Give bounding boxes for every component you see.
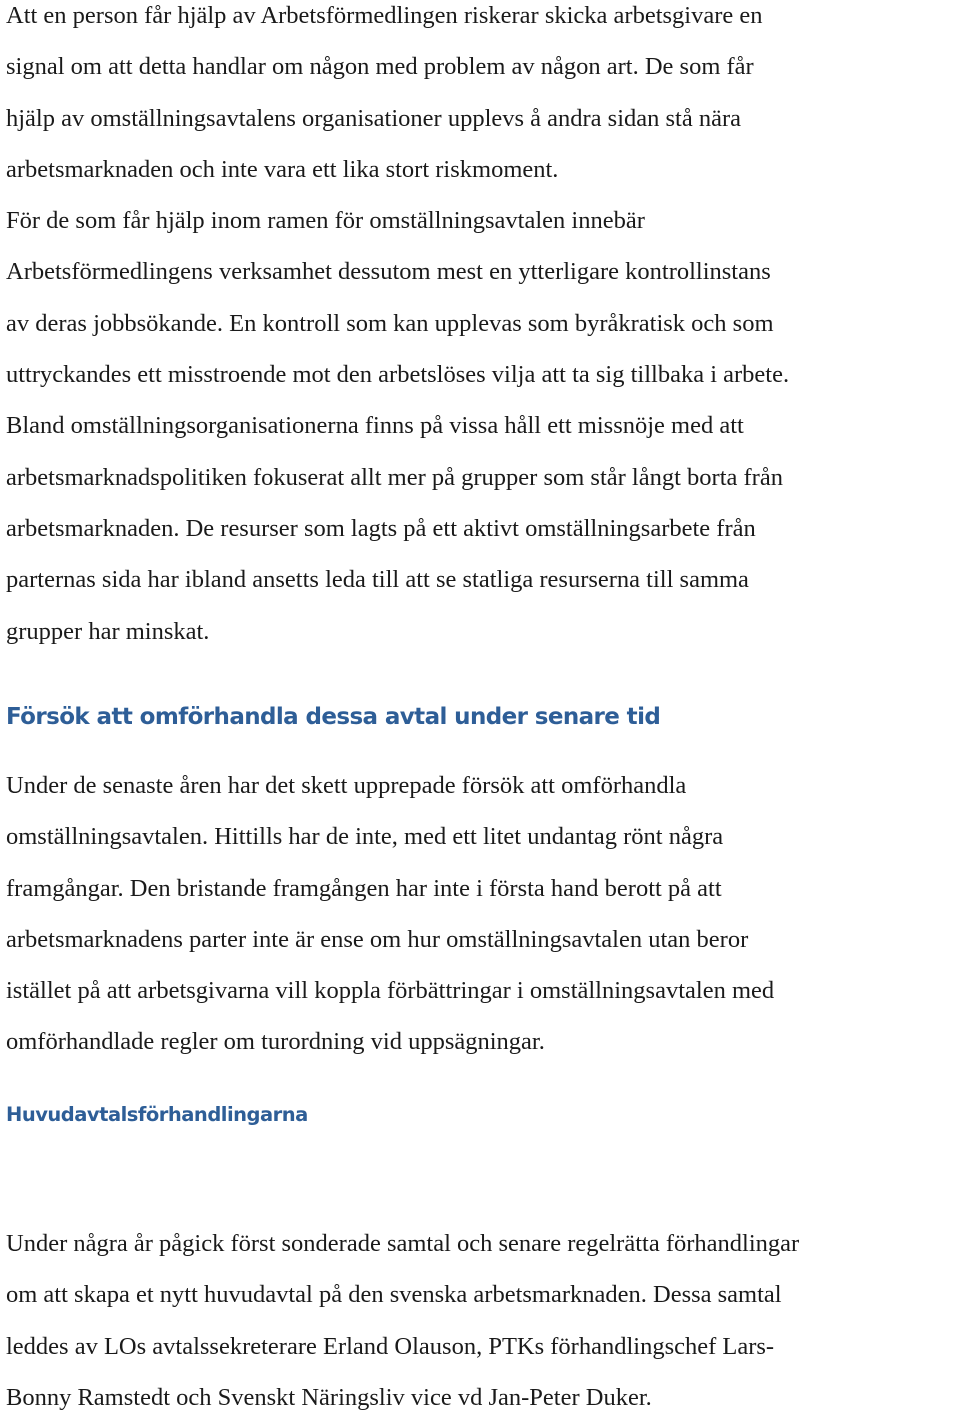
text-line: istället på att arbetsgivarna vill koppla förbättringar i omställningsavtalen med [6,977,775,1005]
text-line: arbetsmarknaden och inte vara ett lika stort riskmoment. [6,155,559,183]
text-line: Arbetsförmedlingens verksamhet dessutom mest en ytterligare kontrollinstans [6,258,771,286]
text-line: Under de senaste åren har det skett upprepade försök att omförhandla [6,772,687,799]
text-line: om att skapa et nytt huvudavtal på den svenska arbetsmarknaden. Dessa samtal [6,1281,782,1309]
text-line: grupper har minskat. [6,617,210,645]
section-heading-huvudavtal: Huvudavtalsförhandlingarna [6,1103,308,1126]
text-line: För de som får hjälp inom ramen för omställningsavtalen innebär [6,207,645,235]
text-line: hjälp av omställningsavtalens organisationer upplevs å andra sidan stå nära [6,104,742,132]
text-line: Bonny Ramstedt och Svenskt Näringsliv vice vd Jan-Peter Duker. [6,1383,652,1411]
text-line: Bland omställningsorganisationerna finns på vissa håll ett missnöje med att [6,412,744,440]
text-line: signal om att detta handlar om någon med problem av någon art. De som får [6,53,754,81]
text-line: omförhandlade regler om turordning vid uppsägningar. [6,1028,545,1056]
text-line: Att en person får hjälp av Arbetsförmedlingen riskerar skicka arbetsgivare en [6,2,763,29]
text-line: arbetsmarknadspolitiken fokuserat allt mer på grupper som står långt borta från [6,463,783,491]
text-line: omställningsavtalen. Hittills har de inte, med ett litet undantag rönt några [6,823,724,851]
text-line: uttryckandes ett misstroende mot den arbetslöses vilja att ta sig tillbaka i arbete. [6,361,790,389]
text-line: av deras jobbsökande. En kontroll som kan upplevas som byråkratisk och som [6,309,774,337]
paragraph-arbetsformedlingen [6,0,789,657]
paragraph-omforhandla [6,760,774,1068]
paragraph-huvudavtal [6,1218,799,1423]
text-line: arbetsmarknadens parter inte är ense om hur omställningsavtalen utan beror [6,925,749,953]
text-line: parternas sida har ibland ansetts leda till att se statliga resurserna till samma [6,566,749,594]
text-line: Under några år pågick först sonderade samtal och senare regelrätta förhandlingar [6,1230,800,1257]
text-line: framgångar. Den bristande framgången har inte i första hand berott på att [6,874,722,902]
section-heading-omforhandla: Försök att omförhandla dessa avtal under senare tid [6,704,661,730]
text-line: arbetsmarknaden. De resurser som lagts på ett aktivt omställningsarbete från [6,514,756,542]
text-line: leddes av LOs avtalssekreterare Erland Olauson, PTKs förhandlingschef Lars- [6,1332,775,1360]
